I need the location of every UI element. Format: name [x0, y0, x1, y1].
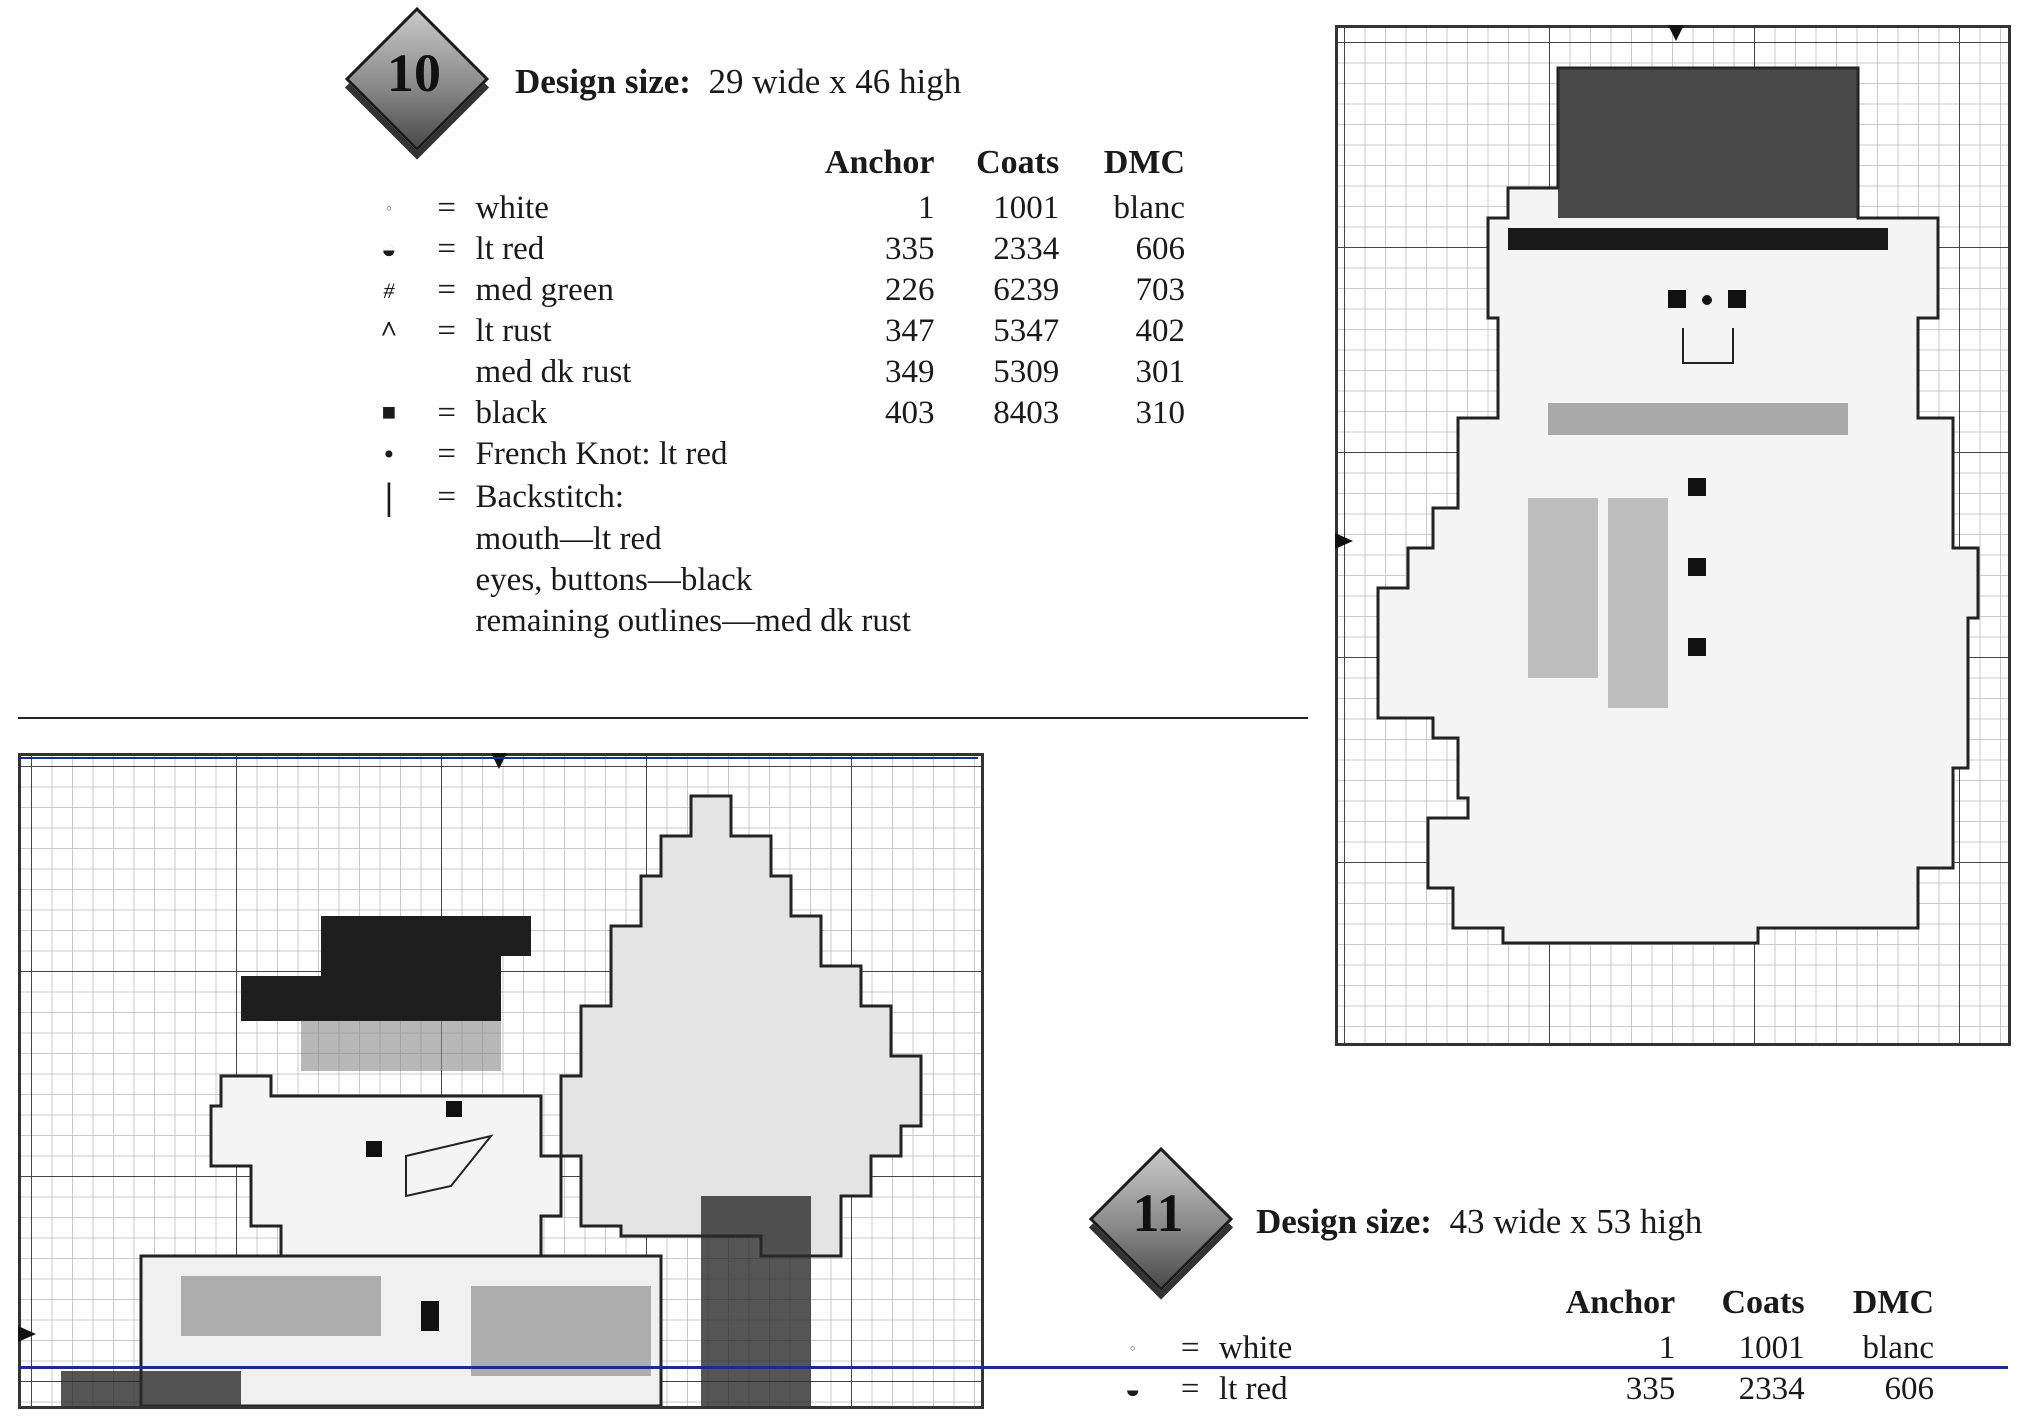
- color-name: med green: [475, 272, 614, 308]
- scarf-right: [471, 1286, 651, 1376]
- anchor-value: 403: [884, 395, 935, 431]
- dmc-value: 402: [1135, 313, 1185, 349]
- design-11-stitch-chart: [18, 753, 984, 1409]
- coats-value: 2334: [1738, 1371, 1805, 1407]
- anchor-header: Anchor: [1565, 1284, 1676, 1321]
- anchor-value: 347: [884, 313, 935, 349]
- anchor-value: 349: [884, 354, 935, 390]
- half-circle-symbol-icon: ◒: [381, 234, 397, 264]
- equals-sign: =: [437, 313, 456, 349]
- design-11-color-key: [1104, 1284, 1934, 1410]
- eye-right: [1728, 290, 1746, 308]
- coats-header: Coats: [1721, 1284, 1805, 1321]
- dmc-value: blanc: [1862, 1330, 1934, 1366]
- anchor-value: 1: [917, 190, 935, 226]
- center-arrow-left-icon: [18, 1326, 36, 1342]
- dmc-value: 606: [1884, 1371, 1934, 1407]
- key-row: [360, 393, 1185, 434]
- color-name: white: [475, 190, 549, 226]
- key-row: [360, 270, 1185, 311]
- key-row: [360, 352, 1185, 393]
- white-symbol-icon: ◦: [385, 198, 393, 218]
- equals-sign: =: [437, 478, 456, 515]
- center-arrow-left-icon: [1335, 533, 1353, 549]
- design-10-stitch-chart: [1335, 25, 2011, 1046]
- scarf-left: [181, 1276, 381, 1336]
- design-size-label: Design size:: [515, 62, 691, 101]
- button-1: [1688, 478, 1706, 496]
- equals-sign: =: [437, 231, 456, 267]
- dmc-header: DMC: [1852, 1284, 1934, 1321]
- color-name: lt rust: [475, 313, 552, 349]
- coats-value: 1001: [993, 190, 1060, 226]
- hash-symbol-icon: #: [383, 277, 395, 303]
- design-size-value: 43 wide x 53 high: [1449, 1202, 1703, 1241]
- button-2: [1688, 558, 1706, 576]
- white-symbol-icon: ◦: [1129, 1338, 1136, 1358]
- dmc-value: 301: [1135, 354, 1185, 390]
- design-10-size: [515, 62, 961, 102]
- equals-sign: =: [437, 436, 456, 472]
- coats-value: 5347: [993, 313, 1060, 349]
- key-row: [1104, 1369, 1934, 1410]
- backstitch-text: Backstitch:: [475, 478, 624, 515]
- hat: [241, 916, 531, 1021]
- vertical-line-symbol-icon: |: [384, 476, 394, 518]
- eye: [446, 1101, 462, 1117]
- color-name: lt red: [475, 231, 545, 267]
- dmc-value: 310: [1135, 395, 1185, 431]
- backstitch-detail-row: [360, 601, 1185, 642]
- eye-left: [1668, 290, 1686, 308]
- key-row: [360, 311, 1185, 352]
- nose-knot: [1702, 295, 1712, 305]
- french-knot-text: French Knot: lt red: [475, 436, 728, 472]
- color-name: lt red: [1218, 1371, 1288, 1407]
- design-11-number: 11: [1132, 1183, 1184, 1243]
- hat-crown: [1558, 68, 1858, 218]
- scarf-tail-left: [1528, 498, 1598, 678]
- color-name: white: [1218, 1330, 1293, 1366]
- anchor-value: 1: [1658, 1330, 1676, 1366]
- scarf: [1548, 403, 1848, 435]
- backstitch-detail: mouth—lt red: [475, 521, 662, 557]
- equals-sign: =: [1180, 1330, 1200, 1366]
- coats-value: 5309: [993, 354, 1060, 390]
- hat-brim: [1508, 228, 1888, 250]
- dot-symbol-icon: •: [383, 437, 395, 471]
- coats-header: Coats: [976, 144, 1060, 181]
- section-divider: [18, 717, 1308, 719]
- color-name: black: [475, 395, 547, 431]
- backstitch-detail: eyes, buttons—black: [475, 562, 753, 598]
- color-name: med dk rust: [475, 354, 632, 390]
- equals-sign: =: [437, 272, 456, 308]
- dmc-value: blanc: [1113, 190, 1185, 226]
- eye: [366, 1141, 382, 1157]
- anchor-value: 226: [884, 272, 935, 308]
- dmc-value: 606: [1135, 231, 1185, 267]
- hearts-block: [701, 1196, 811, 1406]
- hearts-row: [61, 1371, 241, 1406]
- button-3: [1688, 638, 1706, 656]
- key-row: [360, 188, 1185, 229]
- key-row: [1104, 1328, 1934, 1369]
- no-symbol: [360, 352, 418, 393]
- center-arrow-top-icon: [491, 753, 507, 769]
- dmc-value: 703: [1135, 272, 1185, 308]
- coats-value: 1001: [1738, 1330, 1805, 1366]
- design-11-size: [1256, 1202, 1702, 1242]
- coats-value: 8403: [993, 395, 1060, 431]
- anchor-header: Anchor: [824, 144, 935, 181]
- key-row: [360, 229, 1185, 270]
- design-10-number: 10: [387, 43, 441, 103]
- coats-value: 6239: [993, 272, 1060, 308]
- backstitch-detail-row: [360, 560, 1185, 601]
- design-10-color-key: [360, 144, 1185, 642]
- anchor-value: 335: [884, 231, 935, 267]
- equals-sign: =: [437, 395, 456, 431]
- backstitch-detail-row: [360, 519, 1185, 560]
- backstitch-row: [360, 475, 1185, 519]
- equals-sign: [418, 352, 476, 393]
- black-square-symbol-icon: ■: [381, 400, 397, 426]
- center-arrow-top-icon: [1668, 25, 1684, 41]
- snowman-chart-art: [1338, 28, 2008, 1043]
- equals-sign: =: [437, 190, 456, 226]
- equals-sign: =: [1180, 1371, 1200, 1407]
- backstitch-detail: remaining outlines—med dk rust: [475, 603, 911, 639]
- caret-symbol-icon: ^: [380, 314, 398, 348]
- dmc-header: DMC: [1103, 144, 1185, 181]
- hat-band: [301, 1021, 501, 1071]
- anchor-value: 335: [1625, 1371, 1676, 1407]
- coats-value: 2334: [993, 231, 1060, 267]
- scan-line: [18, 1366, 2008, 1369]
- tree-snowman-chart-art: [21, 756, 981, 1406]
- button: [421, 1301, 439, 1331]
- scan-line: [18, 757, 978, 759]
- tree-outline: [561, 796, 921, 1256]
- scarf-tail-right: [1608, 498, 1668, 708]
- design-size-label: Design size:: [1256, 1202, 1432, 1241]
- design-size-value: 29 wide x 46 high: [708, 62, 962, 101]
- half-circle-symbol-icon: ◒: [1124, 1374, 1141, 1404]
- french-knot-row: [360, 434, 1185, 475]
